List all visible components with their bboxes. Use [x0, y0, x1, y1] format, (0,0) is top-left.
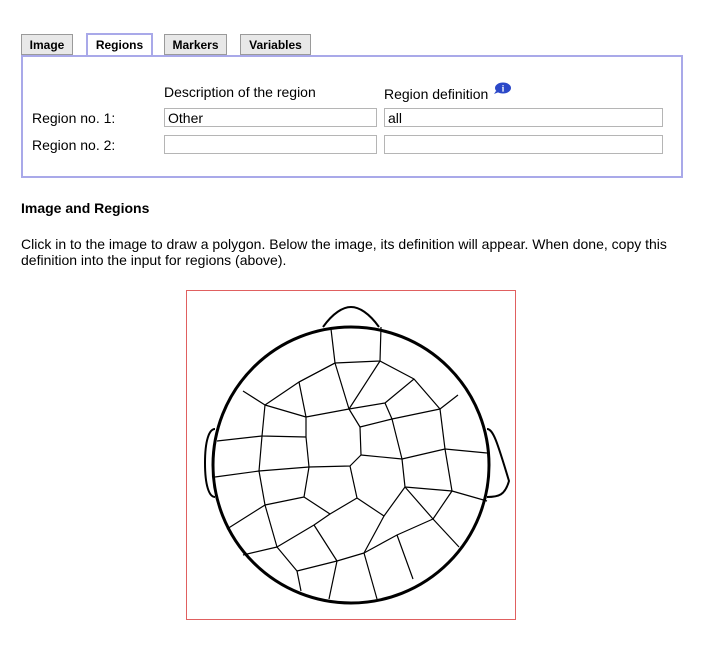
column-header-description: Description of the region [164, 84, 316, 100]
tab-variables[interactable]: Variables [240, 34, 311, 55]
tab-image[interactable]: Image [21, 34, 73, 55]
info-icon[interactable] [494, 82, 511, 94]
svg-text:i: i [501, 83, 505, 94]
section-description: Click in to the image to draw a polygon. Below the image, its definition will appear. When done, copy this definition into the input for regions (above). [21, 236, 667, 268]
region-1-label: Region no. 1: [32, 110, 116, 126]
region-1-definition-input[interactable] [384, 108, 663, 127]
tab-regions[interactable]: Regions [86, 33, 153, 57]
region-2-label: Region no. 2: [32, 137, 116, 153]
region-2-definition-input[interactable] [384, 135, 663, 154]
region-2-description-input[interactable] [164, 135, 377, 154]
tab-markers[interactable]: Markers [164, 34, 227, 55]
region-drawing-canvas[interactable] [186, 290, 516, 620]
column-header-definition: Region definition [384, 86, 489, 102]
nose-outline [323, 307, 379, 327]
section-title: Image and Regions [21, 200, 150, 216]
head-map-image[interactable] [187, 291, 515, 619]
region-1-description-input[interactable] [164, 108, 377, 127]
electrode-cells [215, 327, 487, 599]
